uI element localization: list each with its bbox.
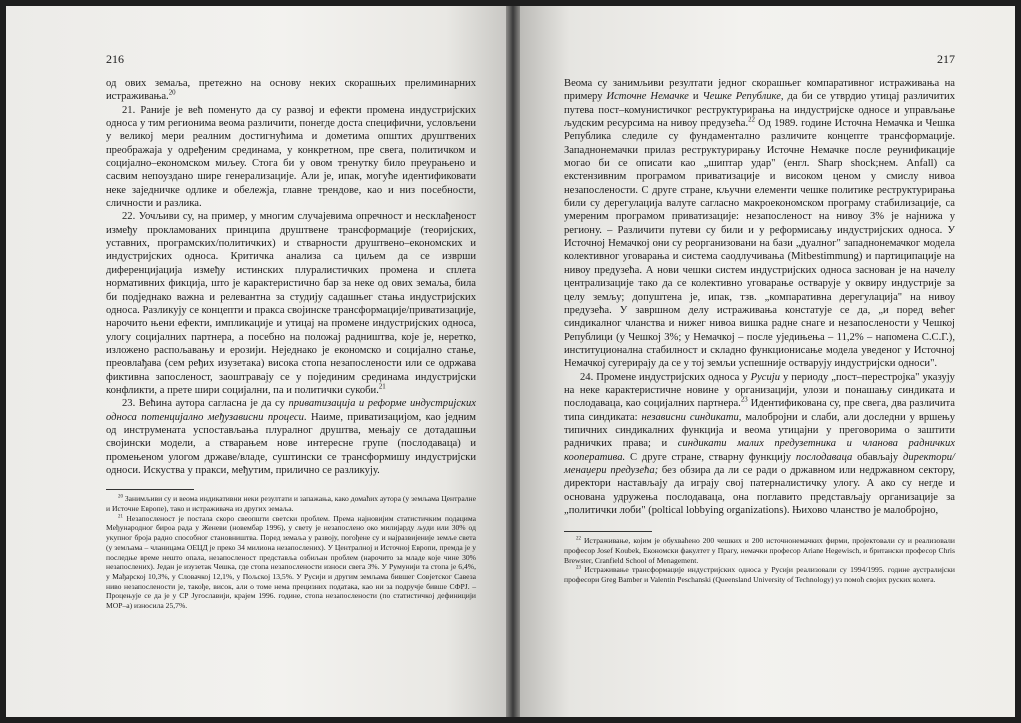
footnote-fn20	[106, 494, 476, 513]
text-run: С друге стране, стварну функцију	[625, 451, 796, 463]
text-run: 23. Већина аутора сагласна је да су	[122, 398, 289, 410]
text-run: малобројни и слаби, али доследни у вршењу типичних синдикалних функција и веома утицајни у преговорима о заштити радничких права; и	[564, 411, 955, 450]
footnote-fn21	[106, 514, 476, 611]
footnote-marker: 23	[740, 396, 748, 404]
italic-text: Чешке Републике,	[702, 91, 784, 103]
footnote-marker: 20	[168, 89, 176, 97]
paragraph-p22	[106, 210, 476, 397]
text-run: у периоду „пост–перестројка" указују на неке карактеристичне новине у организацији, улози и понашању синдиката и послодаваца, као социјалних партнера.	[564, 371, 955, 410]
text-run: да би се утврдио утицај различитих путева пост–комунистичког реструктурирања на индустријске односе и управљање људским ресурсима на нивоу предузећа.	[564, 91, 956, 130]
paragraph-p21	[106, 104, 476, 211]
left-page-footnotes	[106, 494, 476, 610]
text-run: Од 1989. године Источна Немачка и Чешка Република следиле су фундаментално различите концепте трансформације. Западнонемачки прилаз реструктурирању Источне Немачке после реунификације могао би се описати као „шиптар удар" (енгл. Sharp shock;нем. Anfall) са екстензивним програмом приватизације и високом ценом у смислу нивоа незапослености. С друге стране, кључни елементи чешке политике реструктурирања били су дерегулација валуте сагласно макроекономском програму стабилизације, са умереним програмом приватизације: незапосленост на нивоу 3% је најнижа у региону. – Различити путеви су били и у реформисању индустријских односа. У Источној Немачкој они су реорганизовани на бази „дуалног" западнонемачког модела колективног уговарања и система саодлучивања (Mitbestimmung) и партиципације на нивоу предузећа. А нови чешки систем индустријских односа заснован је на начелу централизације тако да се колективно уговарање остварује у оквиру индустрије за целу земљу; допуштена је, ипак, тзв. „компаративна дерегулација" на нивоу предузећа. У завршном делу истраживања констатује се да, „и поред већег синдикалног чланства и нижег нивоа вишка радне снаге и незапослености у Чешкој Републици (у Чешкој 3%; у Немачкој – после уједињења – 11,2% – напомена С.С.Г.), институционална стабилност и складно функционисање модела уведеног у Источној Немачкој сугерирају да се у тој земљи успешније остварују индустријски односи".	[564, 118, 955, 370]
text-run: Занимљиви су и веома индикативни неки резултати и запажања, како домаћих аутора (у земљама Централне и Источне Европе), тако и истраживача из других земаља.	[106, 494, 476, 514]
italic-text: приватизација и реформе индустријских односа потенцијално међузависни процеси	[106, 398, 476, 423]
paragraph-q24	[564, 371, 955, 518]
text-run: Незапосленост је постала скоро свеопшти светски проблем. Према најновијим статистичким подацима Међународног бироа рада у Женеви (новембар 1996), у свету је незапослено око милијарду људи или 30% од укупног броја радно способног становништва. Поред земаља у развоју, погођене су и најразвијеније земље света (у земљама – чланицама ОЕЦД је преко 34 милиона незапослених). У Централној и Источној Европи, премда је у последње време нешто опала, незапосленост представља озбиљан проблем (нарочито за младе које чине 30% незапослених). Један је изузетак Чешка, где стопа незапослености износи свега 3%. У Румунији та стопа је 6,4%, у Мађарској 10,3%, у Словачкој 12,1%, у Пољској 13,5%. У Русији и другим земљама бившег Совјетског Савеза ниво незапослености је, такође, висок, али о томе нема прецизних података, као ни за подручје бивше СФРЈ. – Процењује се да је у СР Југославији, крајем 1996. године, стопа незапослености (по статистичкој дефиницији МОР–а) износила 25,7%.	[106, 513, 476, 611]
italic-text: директори/менаџери предузећа;	[564, 451, 955, 476]
footnote-marker: 22	[748, 116, 755, 124]
text-run: Истраживање трансформације индустријских односа у Русији реализовали су 1994/1995. године аустралијски професори Greg Bamber и Valentin Peschanski (Queensland University of Technology) уз помоћ својих руских колега.	[564, 565, 955, 585]
italic-text: синдикати малих предузетника и чланова радничких кооператива.	[564, 438, 956, 463]
book-gutter	[506, 6, 520, 717]
paragraph-p0	[106, 77, 476, 104]
italic-text: послодаваца	[795, 451, 853, 463]
paragraph-q0	[564, 77, 955, 371]
italic-text: Русији	[750, 371, 781, 383]
page-number-right: 217	[937, 52, 955, 66]
text-run: 22. Уочљиви су, на пример, у многим случајевима опречност и несклађеност између прокламованих принципа друштвене трансформације (теоријских, уставних, програмских/политичких) и стварности друштвено–економских и индустријских односа. Критичка анализа са циљем да се изврши диференцијација између истинских плуралистичких промена и сплета нормативних фикција, што је карактеристично бар за неке од ових земаља, била би подједнако важна и релевантна за студију садашњег стања индустријских односа. Разликују се концепти и пракса својинске трансформације/приватизације, нарочито њени ефекти, импликације и утицај на промене индустријских односа, улогу социјалних партнера, а посебно на положај радништва, које је, неретко, изложено распољавању и ерозији. Неједнако је економско и социјално стање, преовлађава (сем ређих изузетака) висока стопа незапослености или се одржава фиктивна запосленост, заоштравају се у појединим срединама индустријски конфликти, а прете шири социјални, па и политички сукоби.	[106, 211, 476, 396]
text-run: обављају	[852, 451, 904, 463]
footnote-marker: 22	[576, 536, 581, 542]
text-run: 24. Промене индустријских односа у	[580, 371, 751, 383]
text-run: од ових земаља, претежно на основу неких скорашњих прелиминарних истраживања.	[106, 78, 476, 103]
footnote-separator-right	[564, 531, 652, 532]
footnote-marker: 20	[118, 494, 123, 500]
right-page	[520, 6, 1015, 717]
right-page-body	[564, 77, 955, 517]
right-page-footnotes	[564, 536, 955, 585]
text-run: . Наиме, приватизацијом, као једним од инструмената успостављања плуралног друштва, мењају се дотадашњи својински модели, а стварањем нове интересне групе (послодаваца) и промењеном улогом државе/владе, суштински се трансформишу индустријски односи. Искуства у пракси, међутим, прилично се разликују.	[106, 411, 476, 476]
page-number-left: 216	[106, 52, 124, 66]
text-run: Истраживање, којим је обухваћено 200 чешких и 200 источнонемачких фирми, пројектовали су и реализовали професор Josef Koubek, Економски факултет у Прагу, немачки професор Ariane Hegewisch, и британски професор Chris Brewster, Cranfield School of Menagement.	[564, 536, 955, 565]
paragraph-p23	[106, 397, 476, 477]
text-run: Веома су занимљиви резултати једног скорашњег компаративног истраживања на примеру	[564, 78, 955, 103]
italic-text: Источне Немачке	[606, 91, 689, 103]
text-run: 21. Раније је већ поменуто да су развој и ефекти промена индустријских односа у тим регионима веома различити, понегде доста специфични, условљени у великој мери реалним достигнућима и дометима општих друштвених преображаја у одређеним срединама, у конкретном, пре свега, политичком и социјално–економском миљеу. Стога би у овом тренутку било преурањено и сасвим непоуздано шире генерализације. Али је, ипак, могуће идентификовати неке заједничке одлике и обележја, главне трендове, као и низ посебности, сличности и разлика.	[106, 104, 476, 210]
footnote-marker: 21	[378, 383, 386, 391]
footnote-separator-left	[106, 489, 194, 490]
footnote-fn22	[564, 536, 955, 565]
text-run: и	[688, 91, 703, 103]
footnote-marker: 23	[576, 565, 581, 571]
text-run: Идентификована су, пре свега, два различита типа синдиката:	[564, 398, 955, 423]
text-run: без обзира да ли се ради о државном или недржавном сектору, директори настављају да играју свој патерналистичку улогу. А ако су негде и основана удружења послодаваца, она поглавито представљају организације за „политички лоби" (poltical lobbying organizations). Њихово чланство је малобројно,	[564, 464, 955, 516]
footnote-marker: 21	[118, 514, 123, 520]
italic-text: независни синдикати,	[641, 411, 742, 423]
footnote-fn23	[564, 565, 955, 584]
left-page	[6, 6, 506, 717]
left-page-body	[106, 77, 476, 477]
